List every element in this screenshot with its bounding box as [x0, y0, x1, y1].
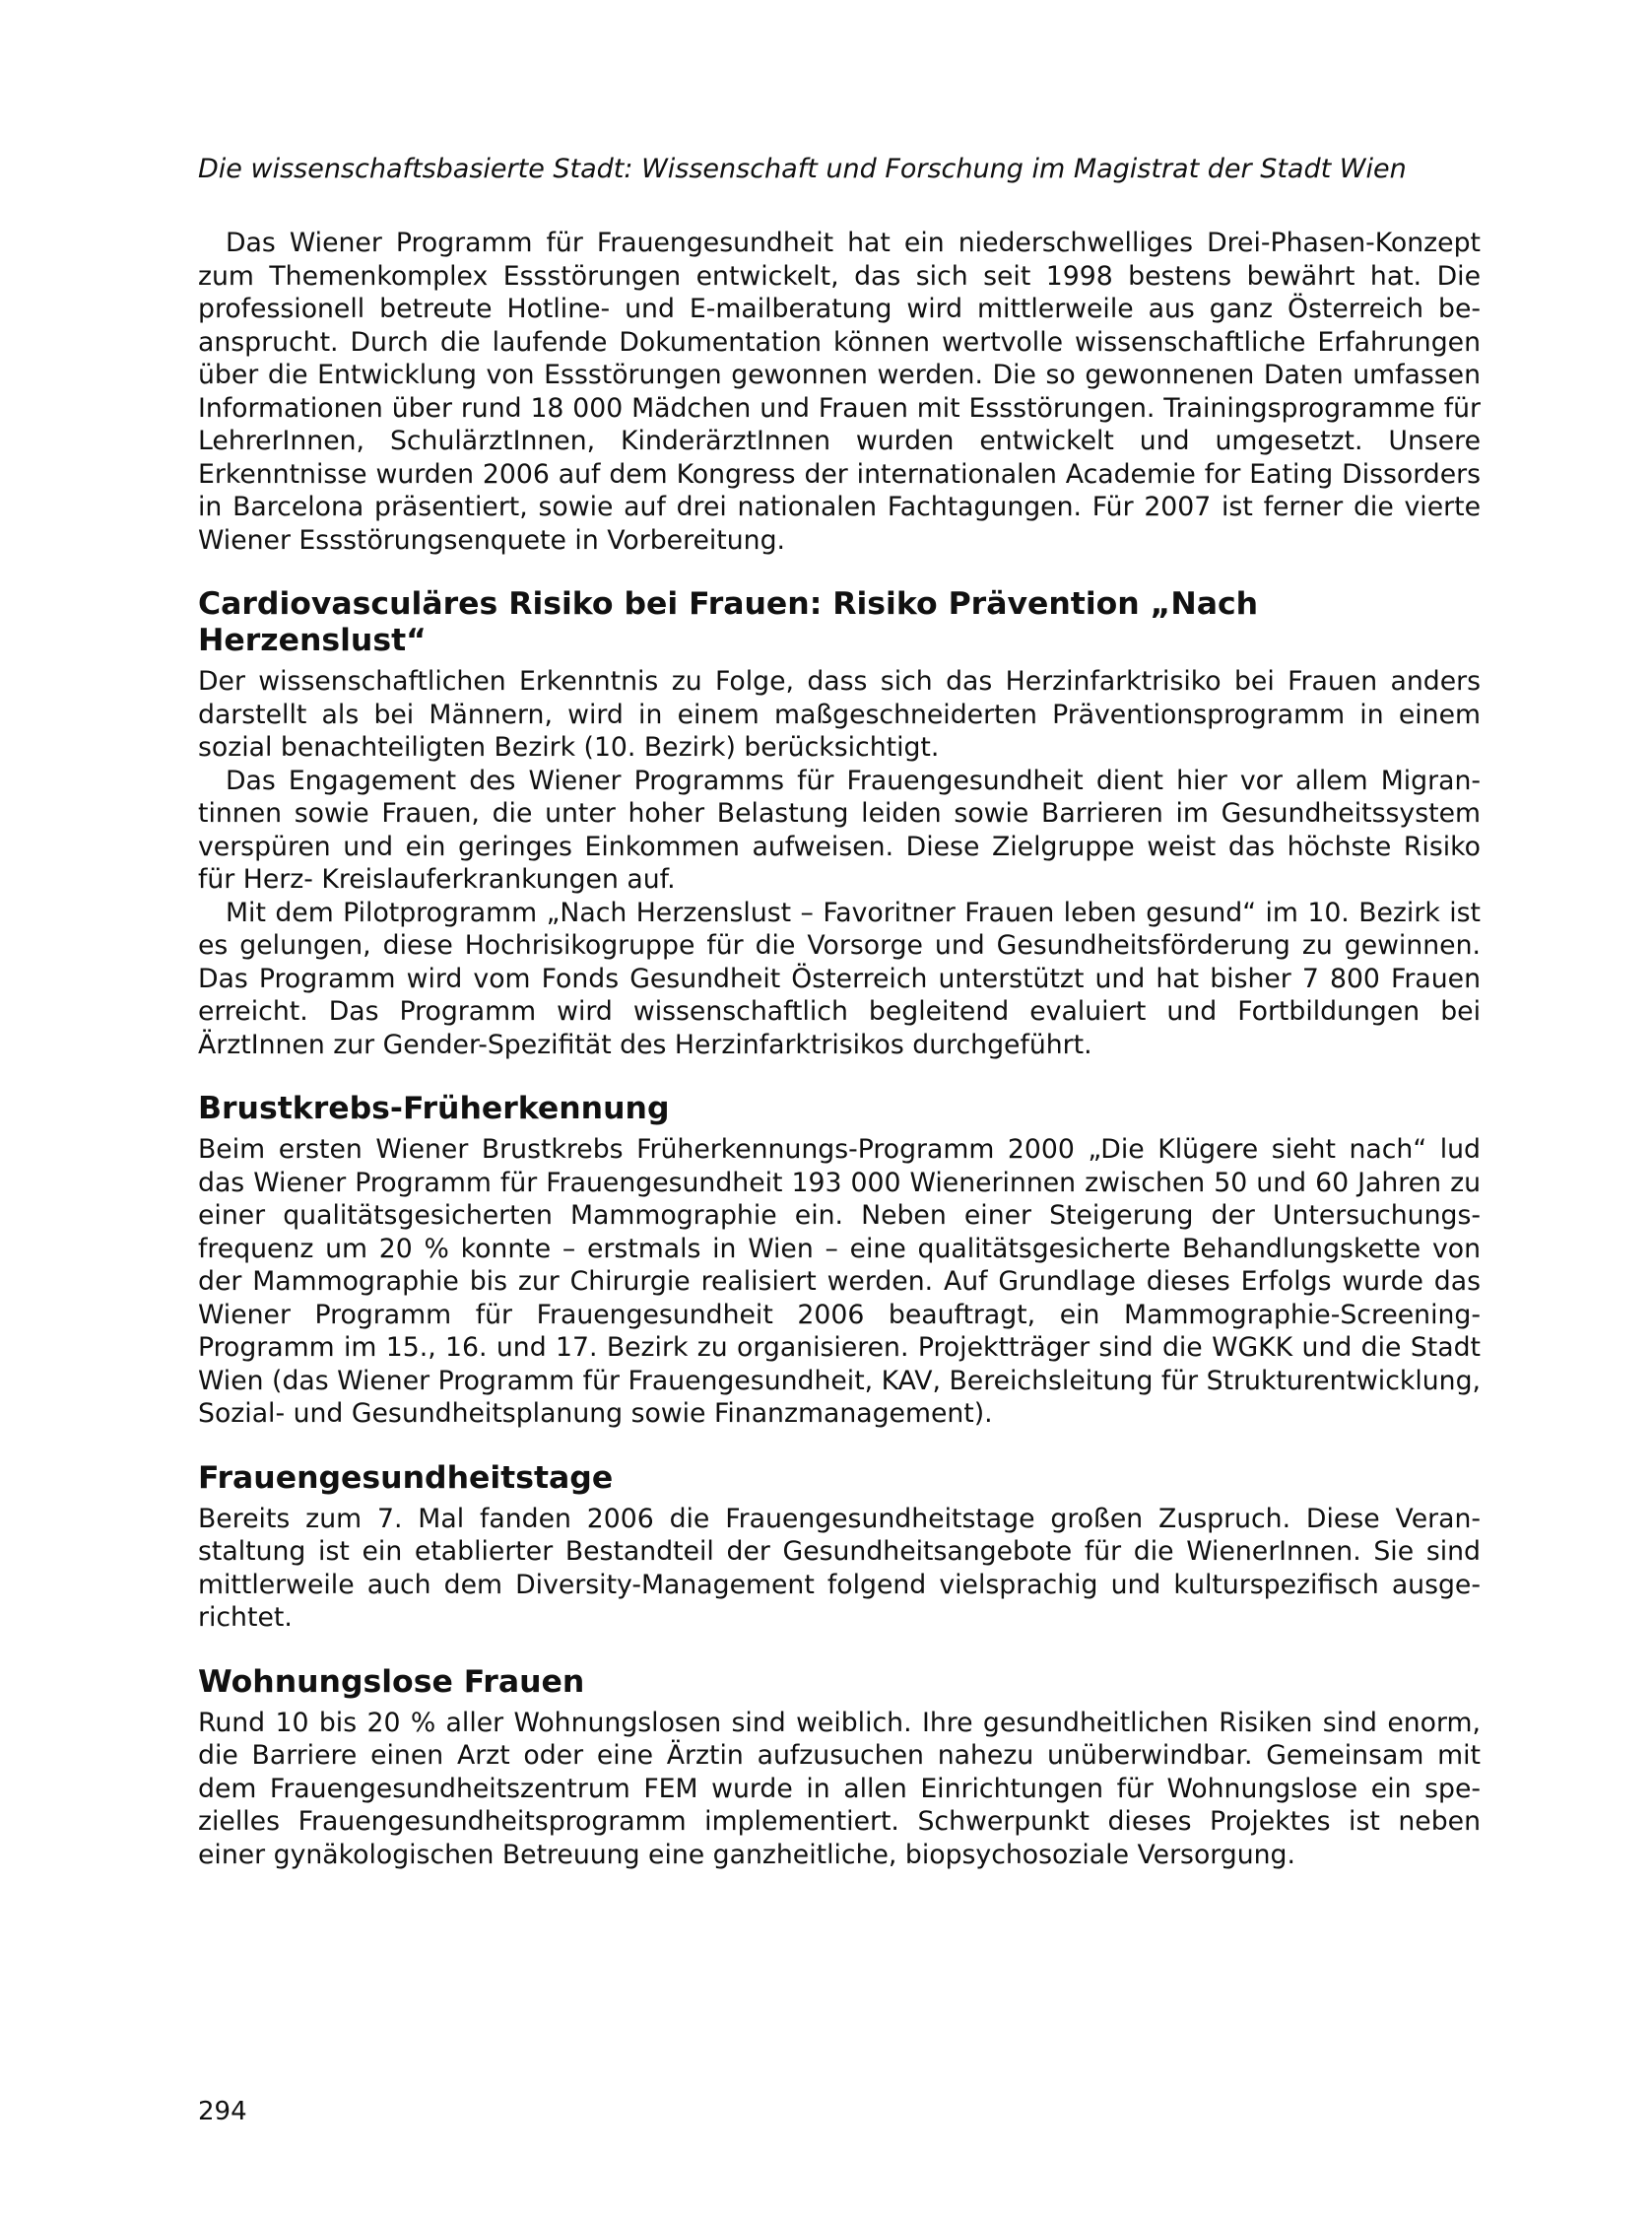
- section-heading: Frauengesundheitstage: [198, 1459, 614, 1496]
- page-body: [198, 227, 1481, 1871]
- section-womens-health-days: [198, 1460, 1481, 1635]
- section-cardiovascular-risk: [198, 586, 1481, 1061]
- body-paragraph: Der wissenschaftlichen Erkenntnis zu Folge, dass sich das Herzinfarktrisiko bei Frauen anders darstellt als bei Männern, wird in einem maßgeschneiderten Präventionsprogramm in einem sozial benachteiligten Bezirk (10. Bezirk) berücksichtigt.: [198, 666, 1481, 763]
- body-paragraph: Mit dem Pilotprogramm „Nach Herzenslust – Favoritner Frauen leben gesund“ im 10. Bezirk ist es gelungen, diese Hochrisikogruppe für die Vorsorge und Gesundheitsförderung zu gewinnen. Das Programm wird vom Fonds Gesundheit Österreich unterstützt und hat bisher 7 800 Frauen erreicht. Das Programm wird wissenschaftlich begleitend evaluiert und Fortbildungen bei ÄrztInnen zur Gender-Spezifität des Herzinfarktrisikos durchgeführt.: [198, 897, 1481, 1060]
- section-heading: Cardiovasculäres Risiko bei Frauen: Risiko Prävention „Nach Herzenslust“: [198, 586, 1259, 658]
- body-paragraph: Rund 10 bis 20 % aller Wohnungslosen sind weiblich. Ihre gesundheitlichen Risiken sind enorm, die Barriere einen Arzt oder eine Ärztin aufzusuchen nahezu unüberwindbar. Gemeinsam mit dem Frauengesundheitszentrum FEM wurde in allen Einrichtungen für Wohnungslose ein spezielles Frauengesundheitsprogramm implementiert. Schwerpunkt dieses Projektes ist neben einer gynäkologischen Betreuung eine ganzheitliche, biopsychosoziale Versorgung.: [198, 1707, 1481, 1870]
- document-page: [198, 0, 1481, 2219]
- intro-paragraph: Das Wiener Programm für Frauengesundheit hat ein niederschwelliges Drei-Phasen-Konzept zum Themenkomplex Essstörungen entwickelt, das sich seit 1998 bestens bewährt hat. Die professionell betreute Hotline- und E-mailberatung wird mittlerweile aus ganz Österreich beansprucht. Durch die laufende Dokumentation können wertvolle wissenschaftliche Erfahrungen über die Entwicklung von Essstörungen gewonnen werden. Die so gewonnenen Daten umfassen Informationen über rund 18 000 Mädchen und Frauen mit Essstörungen. Trainingsprogramme für LehrerInnen, SchulärztInnen, KinderärztInnen wurden entwickelt und umgesetzt. Unsere Erkenntnisse wurden 2006 auf dem Kongress der internationalen Academie for Eating Dissorders in Barcelona präsentiert, sowie auf drei nationalen Fachtagungen. Für 2007 ist ferner die vierte Wiener Essstörungsenquete in Vorbereitung.: [198, 228, 1481, 556]
- running-head: Die wissenschaftsbasierte Stadt: Wissenschaft und Forschung im Magistrat der Stadt Wien: [198, 154, 1407, 184]
- section-breast-cancer-screening: [198, 1091, 1481, 1431]
- section-homeless-women: [198, 1664, 1481, 1872]
- page-number: 294: [198, 2097, 247, 2126]
- section-heading: Wohnungslose Frauen: [198, 1663, 585, 1700]
- body-paragraph: Bereits zum 7. Mal fanden 2006 die Frauengesundheitstage großen Zuspruch. Diese Veranstaltung ist ein etablierter Bestandteil der Gesundheitsangebote für die WienerInnen. Sie sind mittlerweile auch dem Diversity-Management folgend vielsprachig und kulturspezifisch ausgerichtet.: [198, 1503, 1481, 1633]
- section-heading: Brustkrebs-Früherkennung: [198, 1091, 670, 1126]
- body-paragraph: Das Engagement des Wiener Programms für Frauengesundheit dient hier vor allem Migrantinnen sowie Frauen, die unter hoher Belastung leiden sowie Barrieren im Gesundheitssystem verspüren und ein geringes Einkommen aufweisen. Diese Zielgruppe weist das höchste Risiko für Herz- Kreislauferkrankungen auf.: [198, 765, 1481, 895]
- body-paragraph: Beim ersten Wiener Brustkrebs Früherkennungs-Programm 2000 „Die Klügere sieht nach“ lud das Wiener Programm für Frauengesundheit 193 000 Wienerinnen zwischen 50 und 60 Jahren zu einer qualitätsgesicherten Mammographie ein. Neben einer Steigerung der Untersuchungsfrequenz um 20 % konnte – erstmals in Wien – eine qualitätsgesicherte Behandlungskette von der Mammographie bis zur Chirurgie realisiert werden. Auf Grundlage dieses Erfolgs wurde das Wiener Programm für Frauengesundheit 2006 beauftragt, ein Mammographie-Screening-Programm im 15., 16. und 17. Bezirk zu organisieren. Projektträger sind die WGKK und die Stadt Wien (das Wiener Programm für Frauengesundheit, KAV, Bereichsleitung für Strukturentwicklung, Sozial- und Gesundheitsplanung sowie Finanzmanagement).: [198, 1134, 1481, 1429]
